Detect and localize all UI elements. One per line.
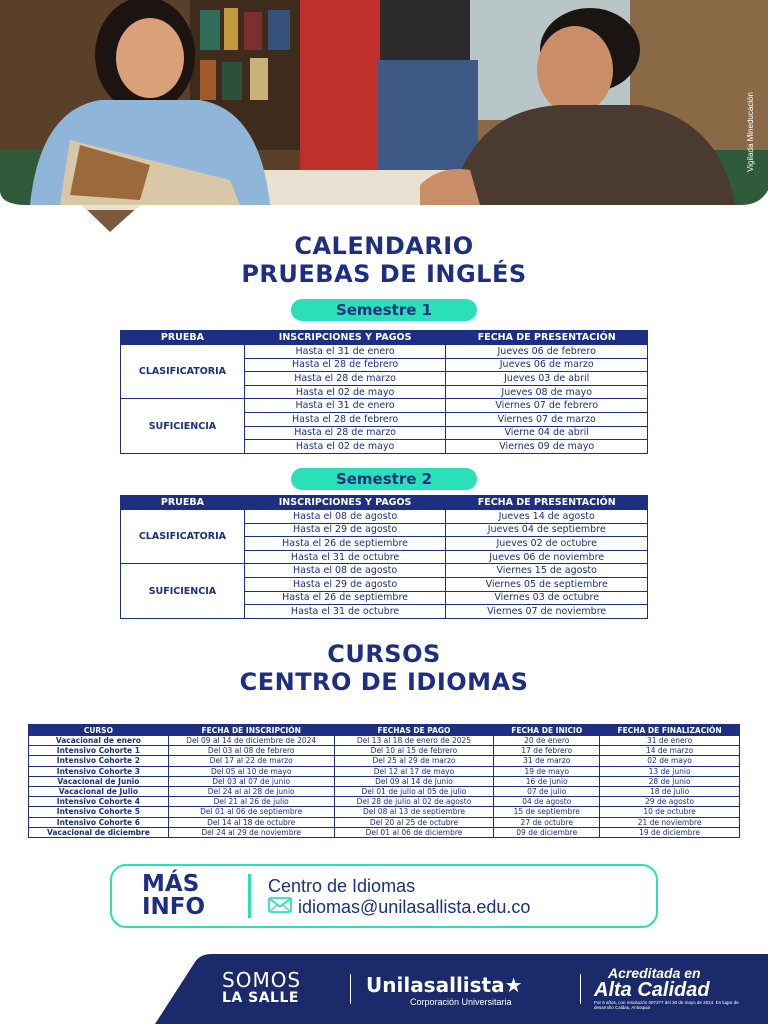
- table-cell: 09 de diciembre: [494, 827, 600, 837]
- table-row: [121, 399, 648, 413]
- accreditation-line2: Alta Calidad: [594, 979, 710, 1001]
- table-cell: Hasta el 31 de octubre: [244, 605, 446, 619]
- table-row: [29, 807, 740, 817]
- semester2-table: [120, 495, 648, 619]
- table-row: [29, 827, 740, 837]
- course-name: Vacacional de Junio: [29, 776, 169, 786]
- col-header-prueba: PRUEBA: [121, 496, 245, 510]
- table-row: [29, 746, 740, 756]
- course-name: Intensivo Cohorte 1: [29, 746, 169, 756]
- table-row: [29, 756, 740, 766]
- table-cell: 31 de marzo: [494, 756, 600, 766]
- footer-divider: [350, 974, 351, 1004]
- table-cell: Del 14 al 18 de octubre: [168, 817, 334, 827]
- table-row: [29, 766, 740, 776]
- course-name: Intensivo Cohorte 4: [29, 797, 169, 807]
- table-row: [121, 510, 648, 524]
- table-cell: Jueves 14 de agosto: [446, 510, 648, 524]
- table-cell: 29 de agosto: [600, 797, 740, 807]
- col-header-presentacion: FECHA DE PRESENTACIÓN: [446, 331, 648, 345]
- info-title: Centro de Idiomas: [268, 876, 416, 896]
- table-row: [29, 786, 740, 796]
- col-header-curso: CURSO: [29, 725, 169, 736]
- more-info-label: [142, 873, 205, 919]
- table-cell: Hasta el 31 de enero: [244, 399, 446, 413]
- calendar-title: [0, 232, 768, 288]
- calendar-title-line2: PRUEBAS DE INGLÉS: [241, 260, 527, 288]
- col-header-pago: FECHAS DE PAGO: [334, 725, 494, 736]
- table-cell: Del 08 al 13 de septiembre: [334, 807, 494, 817]
- table-cell: Del 12 al 17 de mayo: [334, 766, 494, 776]
- table-cell: 04 de agosto: [494, 797, 600, 807]
- table-cell: Hasta el 28 de marzo: [244, 426, 446, 440]
- table-cell: Del 01 al 06 de septiembre: [168, 807, 334, 817]
- table-cell: Viernes 07 de febrero: [446, 399, 648, 413]
- col-header-presentacion: FECHA DE PRESENTACIÓN: [446, 496, 648, 510]
- table-cell: Viernes 05 de septiembre: [446, 577, 648, 591]
- table-cell: Del 09 al 14 de junio: [334, 776, 494, 786]
- table-row: [29, 736, 740, 746]
- la-salle-text: LA SALLE: [222, 990, 299, 1006]
- table-cell: Viernes 07 de marzo: [446, 412, 648, 426]
- table-cell: Vierne 04 de abril: [446, 426, 648, 440]
- table-cell: 27 de octubre: [494, 817, 600, 827]
- email-link[interactable]: idiomas@unilasallista.edu.co: [298, 896, 531, 917]
- email-row[interactable]: [268, 896, 530, 918]
- hero-photo: [0, 0, 768, 232]
- unilasallista-logo: [366, 974, 523, 1008]
- more-info-box: [110, 864, 658, 928]
- table-cell: Del 10 al 15 de febrero: [334, 746, 494, 756]
- table-cell: 10 de octubre: [600, 807, 740, 817]
- table-cell: Hasta el 02 de mayo: [244, 385, 446, 399]
- table-cell: Del 24 al al 28 de junio: [168, 786, 334, 796]
- table-cell: Hasta el 31 de octubre: [244, 550, 446, 564]
- table-cell: Del 05 al 10 de mayo: [168, 766, 334, 776]
- table-cell: 14 de marzo: [600, 746, 740, 756]
- group-label: SUFICIENCIA: [121, 564, 245, 618]
- photo-credit: Vigilada Mineducación: [746, 92, 755, 172]
- table-cell: Hasta el 31 de enero: [244, 345, 446, 359]
- table-cell: Hasta el 29 de agosto: [244, 577, 446, 591]
- courses-title: [0, 640, 768, 696]
- table-cell: 07 de julio: [494, 786, 600, 796]
- calendar-title-line1: CALENDARIO: [294, 232, 474, 260]
- table-cell: 13 de junio: [600, 766, 740, 776]
- course-name: Intensivo Cohorte 6: [29, 817, 169, 827]
- table-cell: Del 13 al 18 de enero de 2025: [334, 736, 494, 746]
- table-row: [29, 776, 740, 786]
- table-cell: Jueves 06 de marzo: [446, 358, 648, 372]
- table-cell: Hasta el 29 de agosto: [244, 523, 446, 537]
- col-header-inscripcion: FECHA DE INSCRIPCIÓN: [168, 725, 334, 736]
- table-header-row: [29, 725, 740, 736]
- table-cell: Jueves 04 de septiembre: [446, 523, 648, 537]
- mas-text: MÁS: [142, 871, 200, 897]
- table-cell: Del 21 al 26 de julio: [168, 797, 334, 807]
- table-cell: Del 01 de julio al 05 de julio: [334, 786, 494, 796]
- table-cell: Viernes 03 de octubre: [446, 591, 648, 605]
- semester2-pill: Semestre 2: [291, 468, 477, 490]
- table-cell: 15 de septiembre: [494, 807, 600, 817]
- info-divider: [248, 874, 251, 918]
- table-cell: 19 de diciembre: [600, 827, 740, 837]
- course-name: Vacacional de diciembre: [29, 827, 169, 837]
- table-cell: Del 24 al 29 de noviembre: [168, 827, 334, 837]
- table-cell: Hasta el 26 de septiembre: [244, 591, 446, 605]
- col-header-inicio: FECHA DE INICIO: [494, 725, 600, 736]
- table-cell: 21 de noviembre: [600, 817, 740, 827]
- group-label: CLASIFICATORIA: [121, 510, 245, 564]
- footer: [0, 952, 768, 1024]
- accreditation-fine-print: Por 6 años, con resolución 007377 del 30 de mayo de 2024. En lugar de desarrollo Caldas, Antioquia: [594, 1000, 739, 1010]
- accreditation-logo: [594, 966, 744, 1010]
- brand-subtitle: Corporación Universitaria: [410, 997, 512, 1007]
- table-cell: Viernes 15 de agosto: [446, 564, 648, 578]
- table-cell: Hasta el 26 de septiembre: [244, 537, 446, 551]
- table-cell: Hasta el 08 de agosto: [244, 564, 446, 578]
- table-cell: 02 de mayo: [600, 756, 740, 766]
- table-cell: Del 03 al 08 de febrero: [168, 746, 334, 756]
- hero-illustration: [0, 0, 768, 232]
- table-cell: Jueves 02 de octubre: [446, 537, 648, 551]
- accreditation-line1: Acreditada en: [608, 965, 701, 981]
- table-header-row: [121, 496, 648, 510]
- col-header-prueba: PRUEBA: [121, 331, 245, 345]
- table-cell: Del 09 al 14 de diciembre de 2024: [168, 736, 334, 746]
- table-row: [121, 345, 648, 359]
- table-cell: Viernes 09 de mayo: [446, 440, 648, 454]
- table-cell: Del 20 al 25 de octubre: [334, 817, 494, 827]
- table-cell: Jueves 06 de febrero: [446, 345, 648, 359]
- table-row: [29, 817, 740, 827]
- table-cell: Jueves 08 de mayo: [446, 385, 648, 399]
- table-cell: Viernes 07 de noviembre: [446, 605, 648, 619]
- table-cell: 20 de enero: [494, 736, 600, 746]
- semester1-pill: Semestre 1: [291, 299, 477, 321]
- table-cell: Del 25 al 29 de marzo: [334, 756, 494, 766]
- somos-la-salle: [222, 970, 301, 1006]
- table-cell: 19 de mayo: [494, 766, 600, 776]
- info-text: INFO: [142, 894, 206, 920]
- table-header-row: [121, 331, 648, 345]
- table-row: [121, 564, 648, 578]
- courses-title-line2: CENTRO DE IDIOMAS: [239, 668, 529, 696]
- star-icon: ★: [504, 973, 523, 997]
- footer-divider: [580, 974, 581, 1004]
- course-name: Intensivo Cohorte 5: [29, 807, 169, 817]
- table-cell: 31 de enero: [600, 736, 740, 746]
- table-cell: Jueves 06 de noviembre: [446, 550, 648, 564]
- group-label: CLASIFICATORIA: [121, 345, 245, 399]
- table-cell: Del 17 al 22 de marzo: [168, 756, 334, 766]
- courses-table: [28, 724, 740, 838]
- course-name: Vacacional de enero: [29, 736, 169, 746]
- table-cell: 17 de febrero: [494, 746, 600, 756]
- table-cell: Hasta el 08 de agosto: [244, 510, 446, 524]
- table-cell: Hasta el 28 de febrero: [244, 358, 446, 372]
- table-cell: Del 03 al 07 de junio: [168, 776, 334, 786]
- envelope-icon: [268, 897, 292, 917]
- table-row: [29, 797, 740, 807]
- table-cell: 18 de julio: [600, 786, 740, 796]
- course-name: Intensivo Cohorte 2: [29, 756, 169, 766]
- group-label: SUFICIENCIA: [121, 399, 245, 453]
- table-cell: 28 de junio: [600, 776, 740, 786]
- table-cell: Hasta el 02 de mayo: [244, 440, 446, 454]
- table-cell: Del 01 al 06 de diciembre: [334, 827, 494, 837]
- table-cell: Jueves 03 de abril: [446, 372, 648, 386]
- col-header-finalizacion: FECHA DE FINALIZACIÓN: [600, 725, 740, 736]
- table-cell: 16 de junio: [494, 776, 600, 786]
- col-header-inscripciones: INSCRIPCIONES Y PAGOS: [244, 496, 446, 510]
- courses-title-line1: CURSOS: [327, 640, 441, 668]
- table-cell: Del 28 de julio al 02 de agosto: [334, 797, 494, 807]
- table-cell: Hasta el 28 de febrero: [244, 412, 446, 426]
- semester1-table: [120, 330, 648, 454]
- table-cell: Hasta el 28 de marzo: [244, 372, 446, 386]
- col-header-inscripciones: INSCRIPCIONES Y PAGOS: [244, 331, 446, 345]
- somos-text: SOMOS: [222, 968, 302, 992]
- brand-name: Unilasallista: [366, 973, 505, 997]
- course-name: Intensivo Cohorte 3: [29, 766, 169, 776]
- course-name: Vacacional de Julio: [29, 786, 169, 796]
